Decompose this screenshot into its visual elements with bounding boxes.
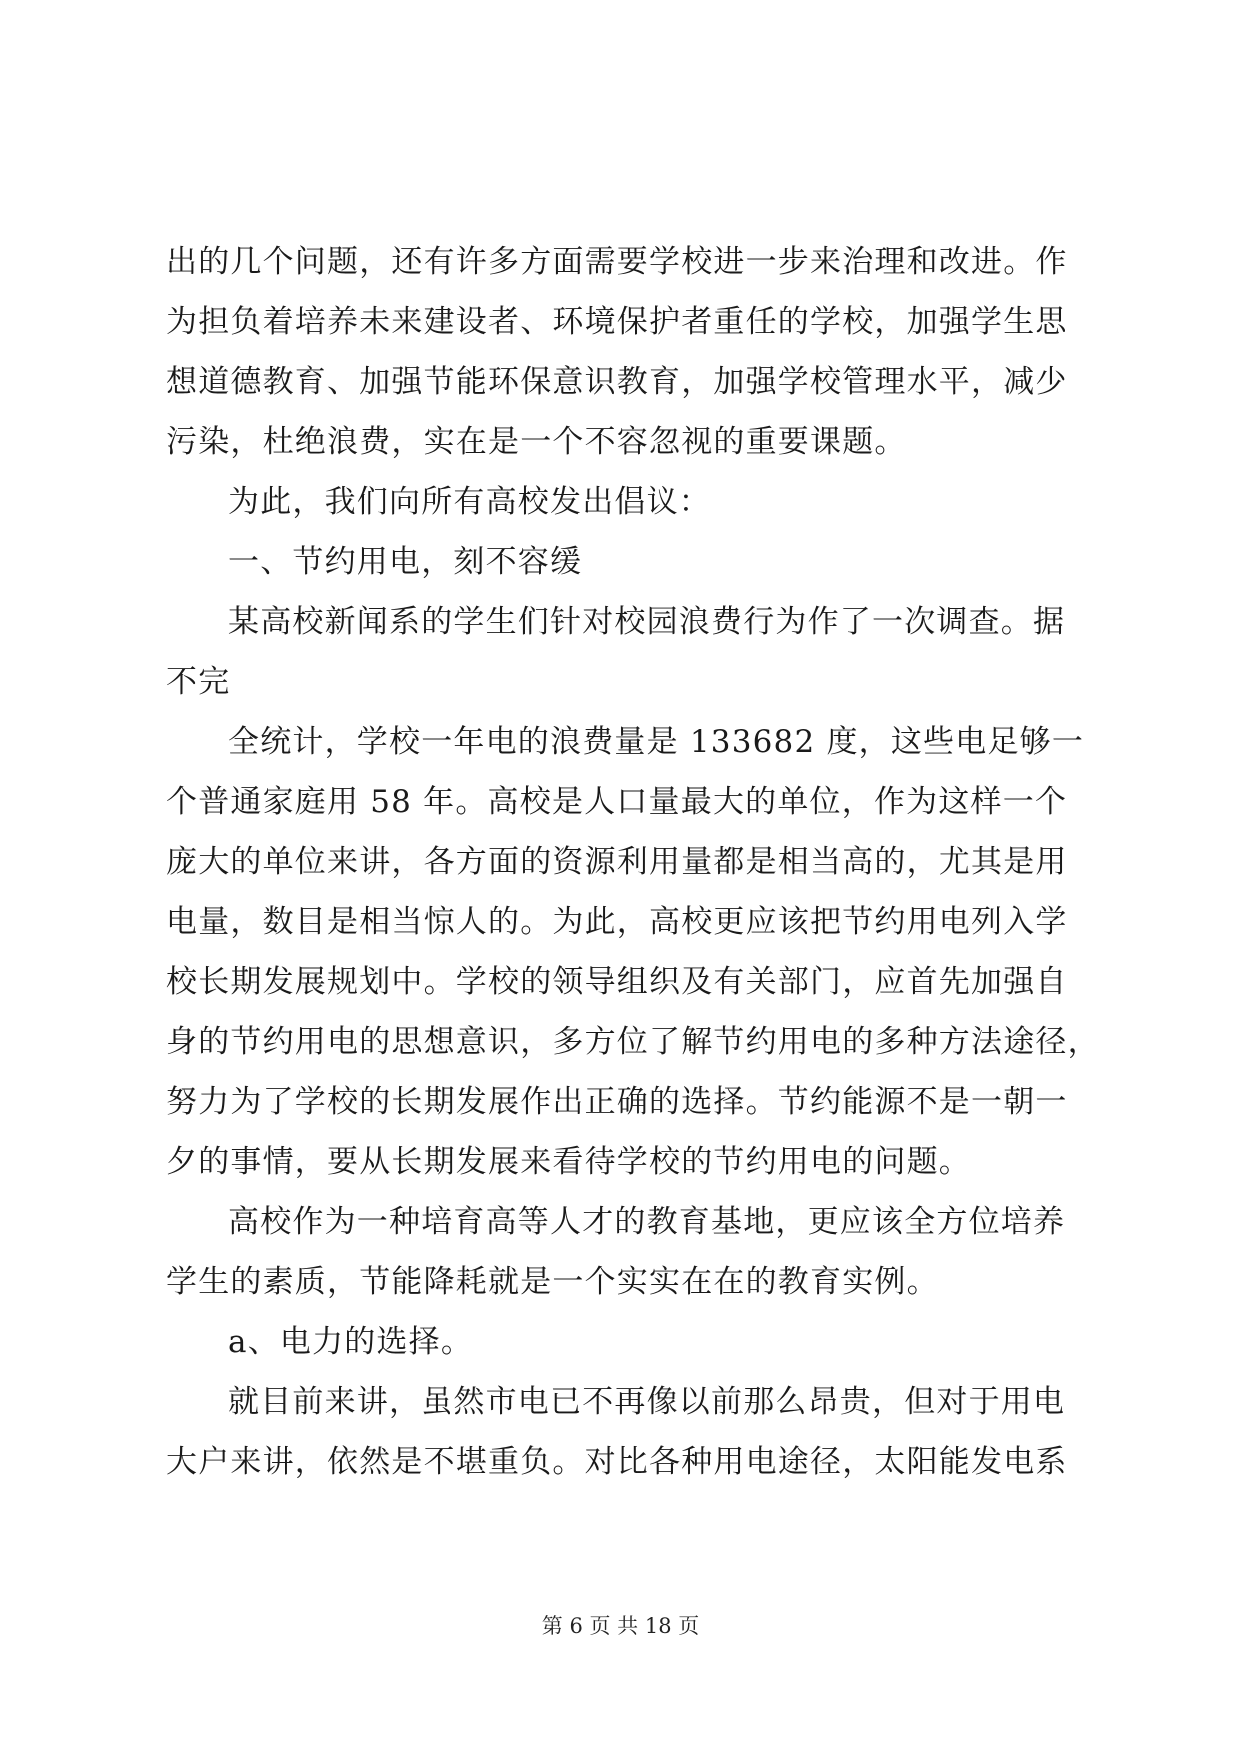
text-line: 就目前来讲，虽然市电已不再像以前那么昂贵，但对于用电 xyxy=(228,1384,1066,1420)
text-line: 努力为了学校的长期发展作出正确的选择。节约能源不是一朝一 xyxy=(166,1084,1068,1120)
text-line: 为此，我们向所有高校发出倡议： xyxy=(228,484,711,520)
text-line: 学生的素质，节能降耗就是一个实实在在的教育实例。 xyxy=(166,1264,939,1300)
text-line: 不完 xyxy=(166,664,231,700)
text-line: 电量，数目是相当惊人的。为此，高校更应该把节约用电列入学 xyxy=(166,904,1068,940)
page-number: 第 6 页 共 18 页 xyxy=(541,1614,700,1638)
text-line: 夕的事情，要从长期发展来看待学校的节约用电的问题。 xyxy=(166,1144,971,1180)
section-heading: 一、节约用电，刻不容缓 xyxy=(228,544,583,580)
text-line: 个普通家庭用 58 年。高校是人口量最大的单位，作为这样一个 xyxy=(166,784,1068,820)
text-line: 全统计，学校一年电的浪费量是 133682 度，这些电足够一 xyxy=(228,724,1085,760)
text-line: 庞大的单位来讲，各方面的资源利用量都是相当高的，尤其是用 xyxy=(166,844,1068,880)
text-line: 污染，杜绝浪费，实在是一个不容忽视的重要课题。 xyxy=(166,424,907,460)
text-line: 想道德教育、加强节能环保意识教育，加强学校管理水平，减少 xyxy=(166,364,1068,400)
text-line: 校长期发展规划中。学校的领导组织及有关部门，应首先加强自 xyxy=(166,964,1068,1000)
text-line: 某高校新闻系的学生们针对校园浪费行为作了一次调查。据 xyxy=(228,604,1066,640)
text-line: 高校作为一种培育高等人才的教育基地，更应该全方位培养 xyxy=(228,1204,1066,1240)
body-text xyxy=(166,232,1100,1492)
text-line: 为担负着培养未来建设者、环境保护者重任的学校，加强学生思 xyxy=(166,304,1068,340)
text-line: 身的节约用电的思想意识，多方位了解节约用电的多种方法途径， xyxy=(166,1024,1100,1060)
text-line: 大户来讲，依然是不堪重负。对比各种用电途径，太阳能发电系 xyxy=(166,1444,1068,1480)
subsection-heading: a、电力的选择。 xyxy=(228,1324,474,1360)
text-line: 出的几个问题，还有许多方面需要学校进一步来治理和改进。作 xyxy=(166,244,1068,280)
